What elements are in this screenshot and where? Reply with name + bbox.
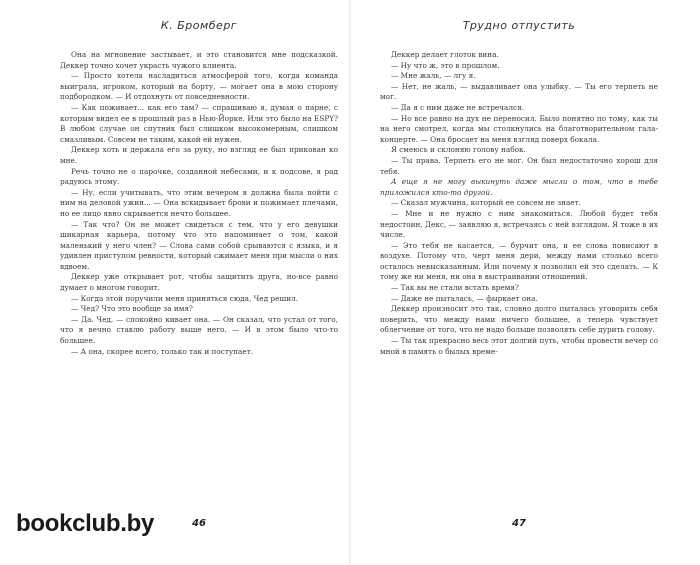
right-page-number: 47 [512,518,526,529]
left-page [60,18,338,538]
paragraph: — А она, скорее всего, только так и поступает. [71,346,254,356]
paragraph: Она на мгновение застывает, и это становится мне подсказкой. Деккер точно хочет украсть чужого клиента. [60,50,338,70]
paragraph: Деккер уже открывает рот, чтобы защитить друга, но-все равно думает о многом говорит. [60,272,338,293]
paragraph: — Когда этой поручили меня приняться сюда, Чед решил. [71,293,299,303]
paragraph: — Мне жаль, — лгу я. [391,71,476,81]
spine-gutter [349,0,351,565]
paragraph: Деккер произносит это так, словно долго пыталась уговорить себя поверить, что между нами ничего большее, а теперь чувствует облегчение от того, что не надо больше позволять себе дурить голову. [380,304,658,335]
paragraph: Деккер хоть и держала его за руку, но взгляд ее был прикован ко мне. [60,145,338,165]
right-page [380,18,658,538]
right-page-text [380,50,658,357]
left-running-head: К. Бромберг [160,19,238,32]
paragraph: — Просто хотела насладиться атмосферой того, когда команда выиграла, игроком, который на борту, — могает она в мою сторону подбородком. — И отдохнуть от повседневности. [60,71,338,102]
paragraph: — Ну что ж, это в прошлом. [391,60,500,70]
left-page-number: 46 [192,518,206,529]
paragraph: — Да. Чед, — спокойно кивает она. — Он сказал, что устал от того, что я вечно ставлю работу выше него. — И в этом было что-то большее. [60,314,338,346]
paragraph: — Ну, если учитывать, что этим вечером я должна была пойти с ним на деловой ужин... — Она вскидывает брови и пожимает плечами, но ее лицо явно скрывается нечто большее. [60,187,338,218]
paragraph: — Так что? Он не может свидеться с тем, что у его девушки шикарная карьера, потому что это напоминает о том, какой маленький у него член? — Слова сами собой срываются с языка, и я удивлен приступом ревности, который сжимает меня при мысли о них вдвоем. [60,219,338,271]
paragraph: — Нет, не жаль, — выдавливает она улыбку. — Ты его терпеть не мог. [380,81,658,102]
paragraph: — Даже не пыталась, — фыркает она. [391,293,538,303]
paragraph: А еще я не могу выкинуть даже мысли о том, что в тебе приложился кто-то другой. [380,177,658,197]
site-watermark: bookclub.by [16,510,155,537]
left-page-text [60,50,338,357]
right-running-head: Трудно отпустить [462,19,576,32]
paragraph: Деккер делает глоток вина. [391,50,499,59]
paragraph: — Ты права. Терпеть его не мог. Он был недостаточно хорош для тебя. [380,155,658,176]
paragraph: — Это тебя не касается, — бурчит она, и ее слова повисают в воздухе. Потому что, черт меня дери, между нами столько всего осталось невысказанным. Или почему я позволил ей это сделать. — К тому же ни меня, ни она в выстраивании отношений. [380,240,658,282]
paragraph: — Ты так прекрасно весь этот долгий путь, чтобы провести вечер со мной в память о былых време- [380,336,658,356]
paragraph: — Мне и не нужно с ним знакомиться. Любой будет тебя недостоин, Декс, — заявляю я, встречаясь с ней взглядом. Я тоже в их числе. [380,208,658,240]
paragraph: — Чед? Что это вообще за имя? [71,304,193,314]
paragraph: Я смеюсь и склоняю голову набок. [391,145,526,155]
paragraph: Речь точно не о парочке, созданной небесами, и к подсове, я рад радуюсь этому. [60,166,338,187]
paragraph: — Но все равно на дух не переносил. Было понятно по тому, как ты на него смотрел, когда мы столкнулись на благотворительном гала-концерте. — Она бросает на меня взгляд поверх бокала. [380,113,658,144]
paragraph: — Да я с ним даже не встречался. [391,102,525,112]
paragraph: — Сказал мужчина, который ее совсем не знает. [391,198,581,208]
paragraph: — Так вы не стали встать время? [391,283,519,293]
paragraph: — Как поживает... как его там? — спрашиваю я, думая о парне, с которым видел ее в прошлый раз в Нью-Йорке. Или это было на ESPY? В любом случае он спутник был слишком высокомерным, слишком смазливым. Совсем не таким, какой ей нужен. [60,102,338,144]
